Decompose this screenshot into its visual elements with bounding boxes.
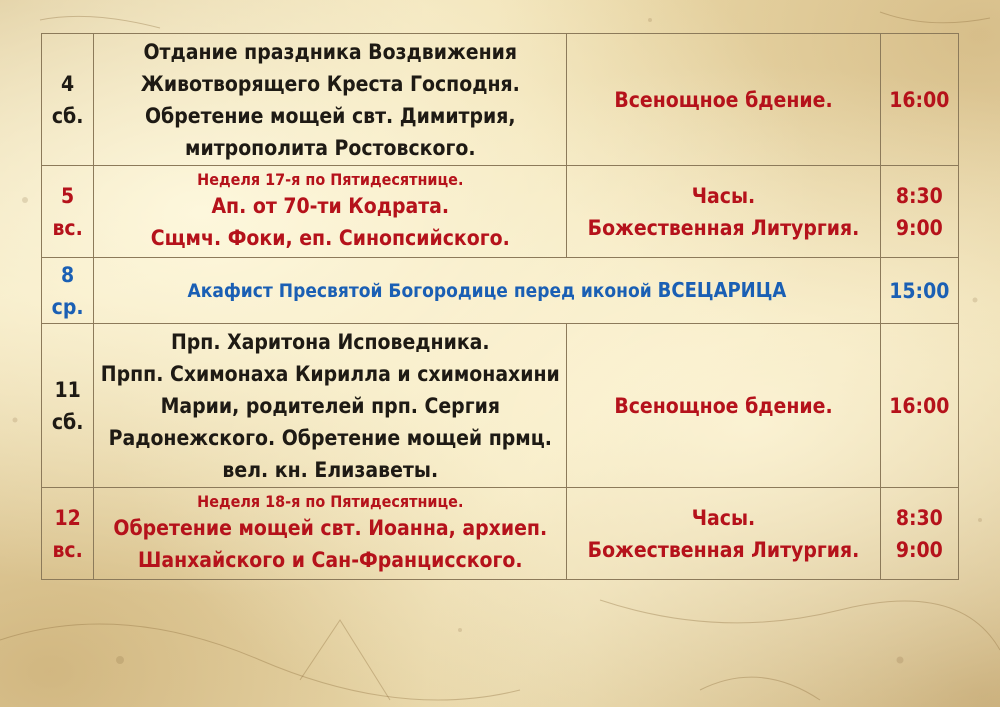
- day-number: 12: [54, 505, 81, 530]
- weekday: сб.: [51, 103, 84, 128]
- table-row: [42, 166, 959, 258]
- saints-cell: [94, 324, 567, 488]
- day-number: 5: [61, 183, 75, 208]
- service-cell: [567, 34, 880, 166]
- date-cell: [42, 488, 94, 580]
- saints-line: Шанхайского и Сан-Францисского.: [137, 547, 523, 572]
- saints-line: митрополита Ростовского.: [185, 135, 476, 160]
- saints-cell: [94, 34, 567, 166]
- date-cell: [42, 166, 94, 258]
- saints-line: Обретение мощей свт. Иоанна, архиеп.: [113, 515, 548, 540]
- saints-line: вел. кн. Елизаветы.: [222, 457, 439, 482]
- time-cell: [880, 258, 958, 324]
- saints-cell: [94, 488, 567, 580]
- table-row: [42, 34, 959, 166]
- service-cell: [567, 166, 880, 258]
- saints-line: Прпп. Схимонаха Кирилла и схимонахини: [100, 361, 560, 386]
- saints-line: Обретение мощей свт. Димитрия,: [144, 103, 516, 128]
- service-cell: [567, 488, 880, 580]
- service-name: Божественная Литургия.: [587, 537, 860, 562]
- day-number: 4: [61, 71, 75, 96]
- schedule-table: [41, 33, 959, 580]
- service-name: Божественная Литургия.: [587, 215, 860, 240]
- akathist-cell: [94, 258, 880, 324]
- service-time: 9:00: [895, 537, 943, 562]
- day-number: 11: [54, 377, 81, 402]
- saints-line: Прп. Харитона Исповедника.: [170, 329, 490, 354]
- saints-line: Животворящего Креста Господня.: [140, 71, 520, 96]
- table-row: [42, 258, 959, 324]
- date-cell: [42, 34, 94, 166]
- time-cell: [880, 166, 958, 258]
- service-time: 8:30: [895, 183, 943, 208]
- table-row: [42, 324, 959, 488]
- saints-line: Радонежского. Обретение мощей прмц.: [108, 425, 552, 450]
- week-label: Неделя 18-я по Пятидесятнице.: [197, 491, 464, 511]
- time-cell: [880, 488, 958, 580]
- service-cell: [567, 324, 880, 488]
- service-name: Всенощное бдение.: [614, 393, 833, 418]
- saints-line: Сщмч. Фоки, еп. Синопсийского.: [150, 225, 510, 250]
- day-number: 8: [61, 262, 75, 287]
- service-name: Часы.: [691, 505, 756, 530]
- service-time: 16:00: [889, 393, 950, 418]
- weekday: сб.: [51, 409, 84, 434]
- service-name: Всенощное бдение.: [614, 87, 833, 112]
- service-time: 9:00: [895, 215, 943, 240]
- date-cell: [42, 258, 94, 324]
- time-cell: [880, 324, 958, 488]
- saints-line: Ап. от 70-ти Кодрата.: [211, 193, 450, 218]
- akathist-icon-name: ВСЕЦАРИЦА: [657, 278, 787, 302]
- date-cell: [42, 324, 94, 488]
- week-label: Неделя 17-я по Пятидесятнице.: [197, 169, 464, 189]
- weekday: ср.: [51, 294, 84, 319]
- saints-cell: [94, 166, 567, 258]
- saints-line: Отдание праздника Воздвижения: [143, 39, 518, 64]
- service-name: Часы.: [691, 183, 756, 208]
- service-time: 8:30: [895, 505, 943, 530]
- table-row: [42, 488, 959, 580]
- saints-line: Марии, родителей прп. Сергия: [160, 393, 500, 418]
- time-cell: [880, 34, 958, 166]
- service-time: 16:00: [889, 87, 950, 112]
- service-time: 15:00: [889, 278, 950, 303]
- weekday: вс.: [52, 215, 83, 240]
- weekday: вс.: [52, 537, 83, 562]
- akathist-text: Акафист Пресвятой Богородице перед иконой: [187, 280, 658, 302]
